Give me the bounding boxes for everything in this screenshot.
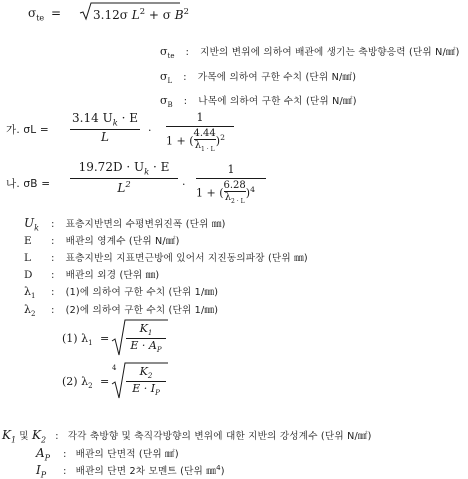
- def-text: 배관의 영계수 (단위 N/㎟): [65, 236, 180, 247]
- def-text: 표층지반의 지표면근방에 있어서 지진동의파장 (단위 ㎜): [65, 253, 308, 264]
- equals-sign: =: [50, 6, 62, 20]
- def-colon: :: [51, 287, 55, 298]
- multiply-dot: ·: [182, 178, 186, 191]
- def-colon: :: [51, 236, 55, 247]
- def-text: 배관의 단면적 (단위 ㎟): [75, 449, 179, 460]
- denominator-expression: 1 + ( $\frac{4.44}{\lambda_{1 \cdot L}}$ )$^2$: [166, 126, 234, 155]
- definition-sigma-b: [160, 89, 357, 109]
- equation-a-fraction: [70, 111, 140, 144]
- def-colon: :: [55, 431, 59, 442]
- def-symbol: $\lambda_1$: [24, 285, 36, 301]
- def-text: 각각 축방향 및 축직각방향의 변위에 대한 지반의 강성계수 (단위 N/㎟): [67, 431, 372, 442]
- def-colon: :: [183, 72, 187, 83]
- def-text: 표층지반면의 수평변위진폭 (단위 ㎜): [65, 219, 226, 230]
- denominator: $L^2$: [70, 178, 178, 195]
- definition-ip: [36, 459, 225, 479]
- sqrt-radicand: 3.12σ $L^2 + \sigma$ $B^2$: [93, 6, 189, 22]
- def-colon: :: [51, 270, 55, 281]
- denominator: L: [70, 129, 140, 144]
- def-colon: :: [51, 219, 55, 230]
- def-text: (1)에 의하여 구한 수치 (단위 1/㎜): [65, 287, 219, 298]
- sigma-te-symbol: $\sigma_{te}$: [28, 6, 45, 23]
- def-text: 지반의 변위에 의하여 배관에 생기는 축방향응력 (단위 N/㎟): [200, 47, 460, 58]
- def-text: 배관의 단면 2차 모멘트 (단위 ㎜$^4$): [75, 463, 225, 477]
- def-symbol: $\sigma_{te}$: [160, 45, 175, 61]
- def-text: 나목에 의하여 구한 수치 (단위 N/㎟): [198, 96, 357, 107]
- def-colon: :: [63, 466, 67, 477]
- def-colon: :: [51, 305, 55, 316]
- def-symbol: D: [24, 269, 33, 281]
- def-colon: :: [63, 449, 67, 460]
- numerator-one: 1: [227, 163, 235, 176]
- multiply-dot: ·: [148, 124, 152, 137]
- numerator: $19.72D \cdot U_k \cdot E$: [78, 160, 170, 177]
- definition-sigma-l: [160, 65, 356, 85]
- denominator: $E \cdot A_P$: [126, 338, 166, 354]
- def-colon: :: [183, 96, 188, 107]
- definition-lambda-2: [24, 298, 218, 318]
- equation-b-fraction: [70, 160, 178, 195]
- equation-sigma-te: [28, 6, 64, 22]
- equation-lambda-1: (1) $\lambda_1$ =: [62, 332, 110, 348]
- def-text: 배관의 외경 (단위 ㎜): [65, 270, 160, 281]
- def-symbol: $U_k$: [24, 216, 39, 233]
- equation-a-factor: [166, 111, 234, 155]
- def-colon: :: [51, 253, 55, 264]
- def-text: 가목에 의하여 구한 수치 (단위 N/㎟): [197, 72, 357, 83]
- def-symbol: $\sigma_L$: [160, 70, 173, 86]
- root-index: 4: [112, 364, 117, 372]
- equation-lambda-2: (2) $\lambda_2$ =: [62, 375, 110, 391]
- equation-b-factor: [196, 163, 266, 207]
- def-symbol: $I_P$: [36, 463, 47, 479]
- numerator: $K_2$: [139, 365, 153, 381]
- def-symbol: L: [24, 252, 31, 264]
- def-symbol: $\sigma_B$: [160, 94, 173, 110]
- denominator-expression: 1 + ( $\frac{6.28}{\lambda_{2 \cdot L}}$ )$^4$: [196, 178, 266, 207]
- numerator: 3.14 $U_k \cdot E$: [72, 111, 138, 128]
- equation-a-label: 가. σL =: [6, 124, 49, 136]
- def-symbol: $\lambda_2$: [24, 303, 36, 319]
- numerator: $K_1$: [139, 322, 153, 338]
- def-symbol: $K_1$ 및 $K_2$: [2, 428, 47, 445]
- definition-sigma-te: [160, 40, 460, 60]
- equation-2-fraction: [126, 365, 166, 397]
- equation-1-fraction: [126, 322, 166, 354]
- denominator: $E \cdot I_P$: [126, 381, 166, 397]
- def-colon: :: [185, 47, 190, 58]
- equation-b-label: 나. σB =: [6, 178, 51, 190]
- def-symbol: E: [24, 235, 32, 247]
- numerator-one: 1: [196, 111, 204, 124]
- def-text: (2)에 의하여 구한 수치 (단위 1/㎜): [65, 305, 219, 316]
- def-symbol: $A_P$: [36, 446, 51, 463]
